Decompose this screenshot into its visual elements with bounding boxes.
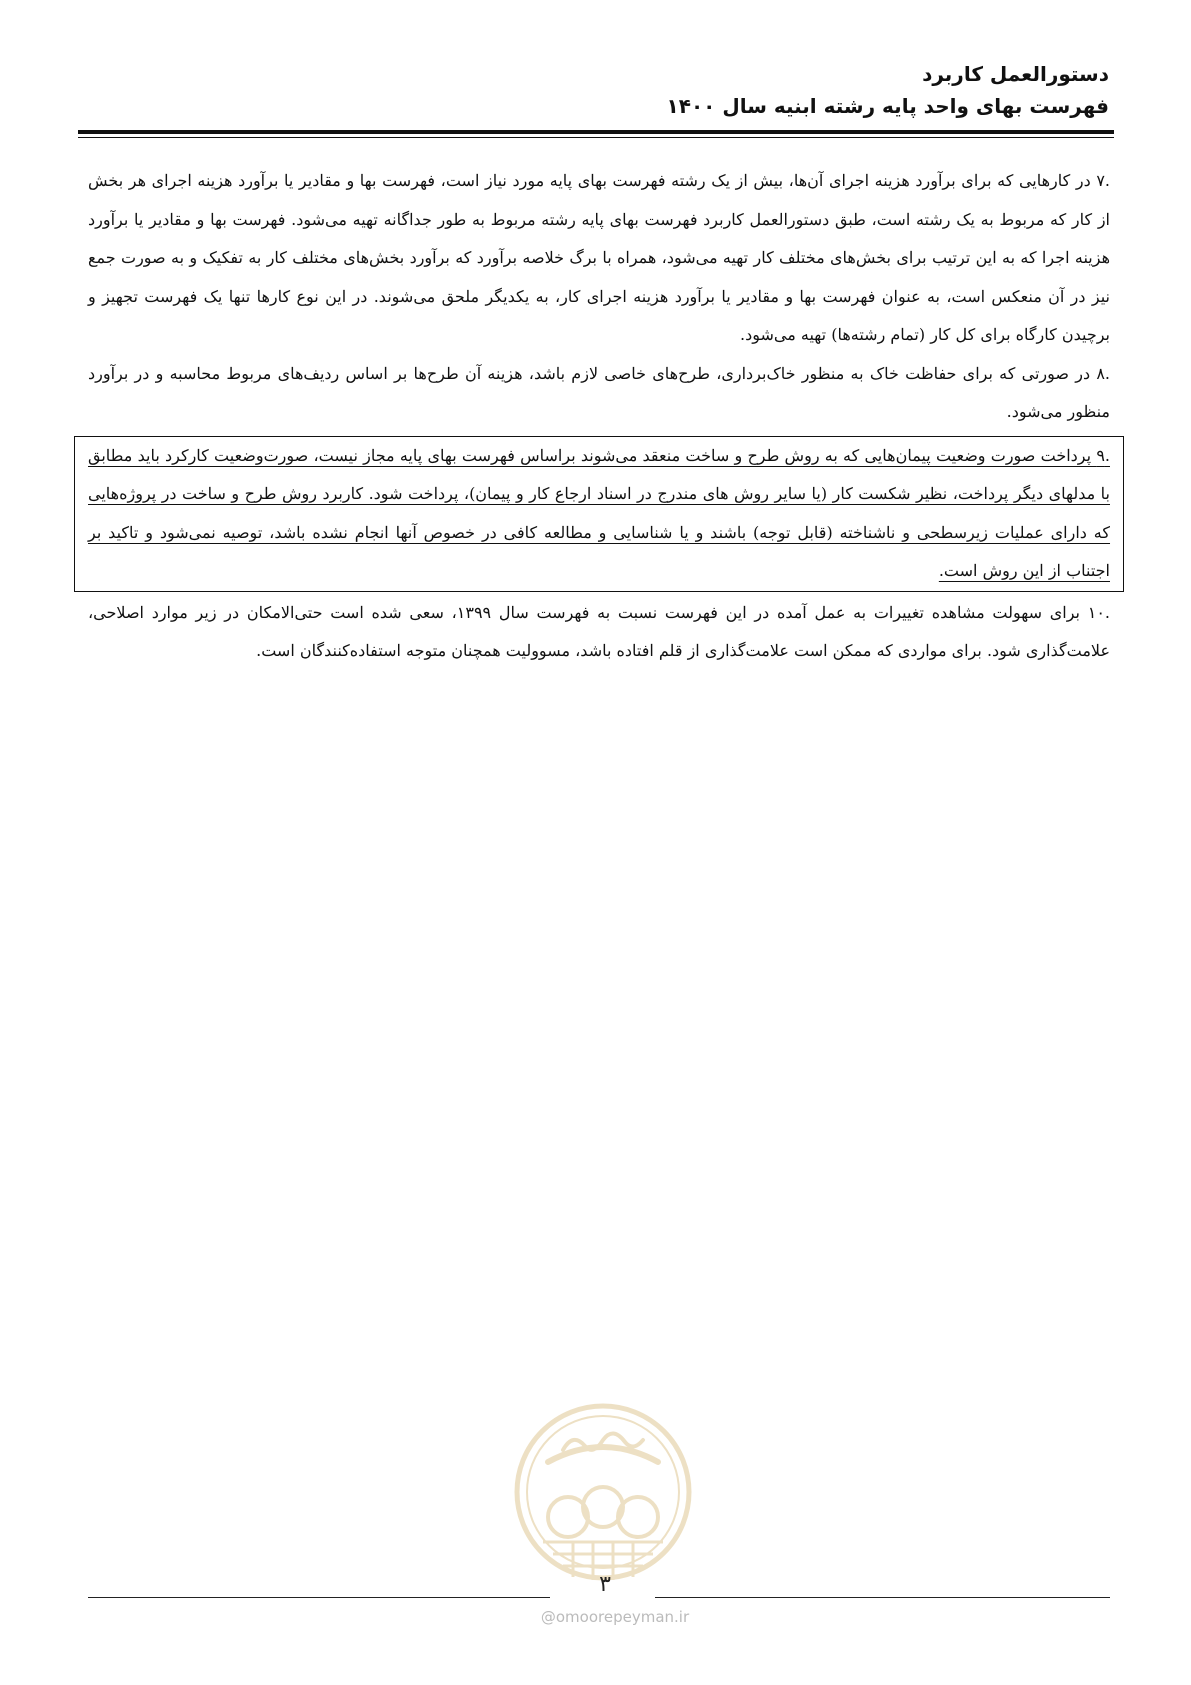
header-rule-thin <box>78 137 1114 138</box>
header-subtitle: فهرست بهای واحد پایه رشته ابنیه سال ۱۴۰۰ <box>666 94 1109 118</box>
boxed-note <box>74 436 1124 592</box>
paragraph-7: .۷ در کارهایی که برای برآورد هزینه اجرای آن‌ها، بیش از یک رشته فهرست بهای پایه مورد نیاز است، فهرست بها و مقادیر یا برآورد هزینه اجرای هر بخش از کار که مربوط به یک رشته است، طبق دستورالعمل کاربرد فهرست بهای پایه رشته مربوط به طور جداگانه تهیه می‌شود. فهرست بها و مقادیر یا برآورد هزینه اجرا که به این ترتیب برای بخش‌های مختلف کار تهیه می‌شود، همراه با برگ خلاصه برآورد که برآورد بخش‌های مختلف کار به تفکیک و به صورت جمع نیز در آن منعکس است، به عنوان فهرست بها و مقادیر یا برآورد هزینه اجرای کار، به یکدیگر ملحق می‌شوند. در این نوع کارها تنها یک فهرست تجهیز و برچیدن کارگاه برای کل کار (تمام رشته‌ها) تهیه می‌شود. <box>88 171 1110 344</box>
website-watermark: @omoorepeyman.ir <box>540 1608 690 1626</box>
document-body <box>88 162 1110 671</box>
paragraph-8: .۸ در صورتی که برای حفاظت خاک به منظور خاک‌برداری، طرح‌های خاصی لازم باشد، هزینه آن طرح‌ها بر اساس ردیف‌های مربوط محاسبه و در برآورد منظور می‌شود. <box>88 363 1110 421</box>
paragraph-10: .۱۰ برای سهولت مشاهده تغییرات به عمل آمده در این فهرست نسبت به فهرست سال ۱۳۹۹، سعی شده است حتی‌الامکان در زیر موارد اصلاحی، علامت‌گذاری شود. برای مواردی که ممکن است علامت‌گذاری از قلم افتاده باشد، مسوولیت همچنان متوجه استفاده‌کنندگان است. <box>88 602 1110 660</box>
watermark-seal <box>508 1392 698 1592</box>
paragraph-9: .۹ پرداخت صورت وضعیت پیمان‌هایی که به روش طرح و ساخت منعقد می‌شوند براساس فهرست بهای پایه مجاز نیست، صورت‌وضعیت کارکرد باید مطابق با مدلهای دیگر پرداخت، نظیر شکست کار (یا سایر روش های مندرج در اسناد ارجاع کار و پیمان)، پرداخت شود. کاربرد روش طرح و ساخت در پروژه‌هایی که دارای عملیات زیرسطحی و ناشناخته (قابل توجه) باشند و یا شناسایی و مطالعه کافی در خصوص آنها انجام نشده باشد، توصیه نمی‌شود و تاکید بر اجتناب از این روش است. <box>88 445 1111 580</box>
header-rule-thick <box>78 130 1114 134</box>
page-number: ۳ <box>599 1572 611 1597</box>
page-header <box>79 58 1109 122</box>
footer-rule-left <box>88 1597 550 1598</box>
footer-rule-right <box>655 1597 1110 1598</box>
header-title: دستورالعمل کاربرد <box>922 62 1109 86</box>
